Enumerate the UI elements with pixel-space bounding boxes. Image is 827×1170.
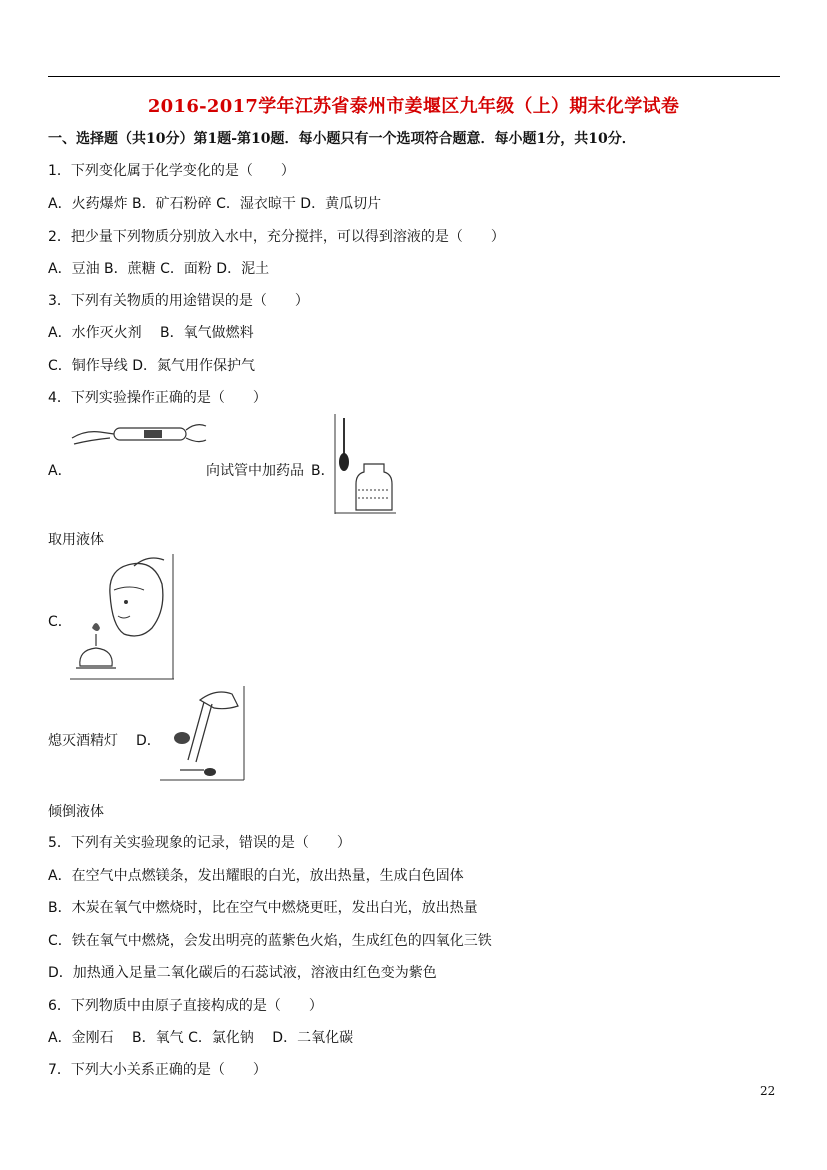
page-title: 2016-2017学年江苏省泰州市姜堰区九年级（上）期末化学试卷 — [147, 96, 680, 117]
header-rule — [48, 76, 780, 77]
page-number: 22 — [760, 1084, 776, 1098]
question-2-options: A．豆油 B．蔗糖 C．面粉 D．泥土 — [48, 261, 270, 277]
question-4-option-b-caption: 取用液体 — [48, 532, 104, 548]
question-3-options-ab: A．水作灭火剂 B．氧气做燃料 — [48, 325, 254, 341]
question-4-option-d-caption: 倾倒液体 — [48, 804, 104, 820]
section-heading: 一、选择题（共10分）第1题-第10题．每小题只有一个选项符合题意．每小题1分，共10分． — [48, 131, 636, 147]
question-4-option-d-label: D． — [136, 733, 161, 749]
question-5-option-b: B．木炭在氧气中燃烧时，比在空气中燃烧更旺，发出白光，放出热量 — [48, 900, 478, 916]
question-6-options: A．金刚石 B．氧气 C．氯化钠 D．二氧化碳 — [48, 1030, 354, 1046]
dropper-and-bottle-illustration — [334, 414, 396, 514]
question-4-stem: 4．下列实验操作正确的是（ ） — [48, 390, 267, 406]
pouring-liquid-illustration — [160, 686, 246, 781]
question-3-stem: 3．下列有关物质的用途错误的是（ ） — [48, 293, 309, 309]
question-4-option-a-caption: 向试管中加药品 — [206, 463, 304, 479]
question-4-option-b-label: B． — [311, 463, 335, 479]
question-4-option-c-label: C． — [48, 614, 72, 630]
question-6-stem: 6．下列物质中由原子直接构成的是（ ） — [48, 998, 323, 1014]
question-3-options-cd: C．铜作导线 D．氮气用作保护气 — [48, 358, 256, 374]
blowing-out-alcohol-lamp-illustration — [70, 554, 176, 680]
question-4-option-a-label: A． — [48, 463, 72, 479]
question-5-option-a: A．在空气中点燃镁条，发出耀眼的白光，放出热量，生成白色固体 — [48, 868, 464, 884]
question-5-option-c: C．铁在氧气中燃烧，会发出明亮的蓝紫色火焰，生成红色的四氧化三铁 — [48, 933, 492, 949]
question-1-options: A．火药爆炸 B．矿石粉碎 C．湿衣晾干 D．黄瓜切片 — [48, 196, 382, 212]
question-5-stem: 5．下列有关实验现象的记录，错误的是（ ） — [48, 835, 351, 851]
question-7-stem: 7．下列大小关系正确的是（ ） — [48, 1062, 267, 1078]
test-tube-horizontal-illustration — [70, 416, 208, 448]
question-4-option-c-caption: 熄灭酒精灯 — [48, 733, 118, 749]
question-5-option-d: D．加热通入足量二氧化碳后的石蕊试液，溶液由红色变为紫色 — [48, 965, 437, 981]
question-1-stem: 1．下列变化属于化学变化的是（ ） — [48, 163, 295, 179]
question-2-stem: 2．把少量下列物质分别放入水中，充分搅拌，可以得到溶液的是（ ） — [48, 229, 505, 245]
